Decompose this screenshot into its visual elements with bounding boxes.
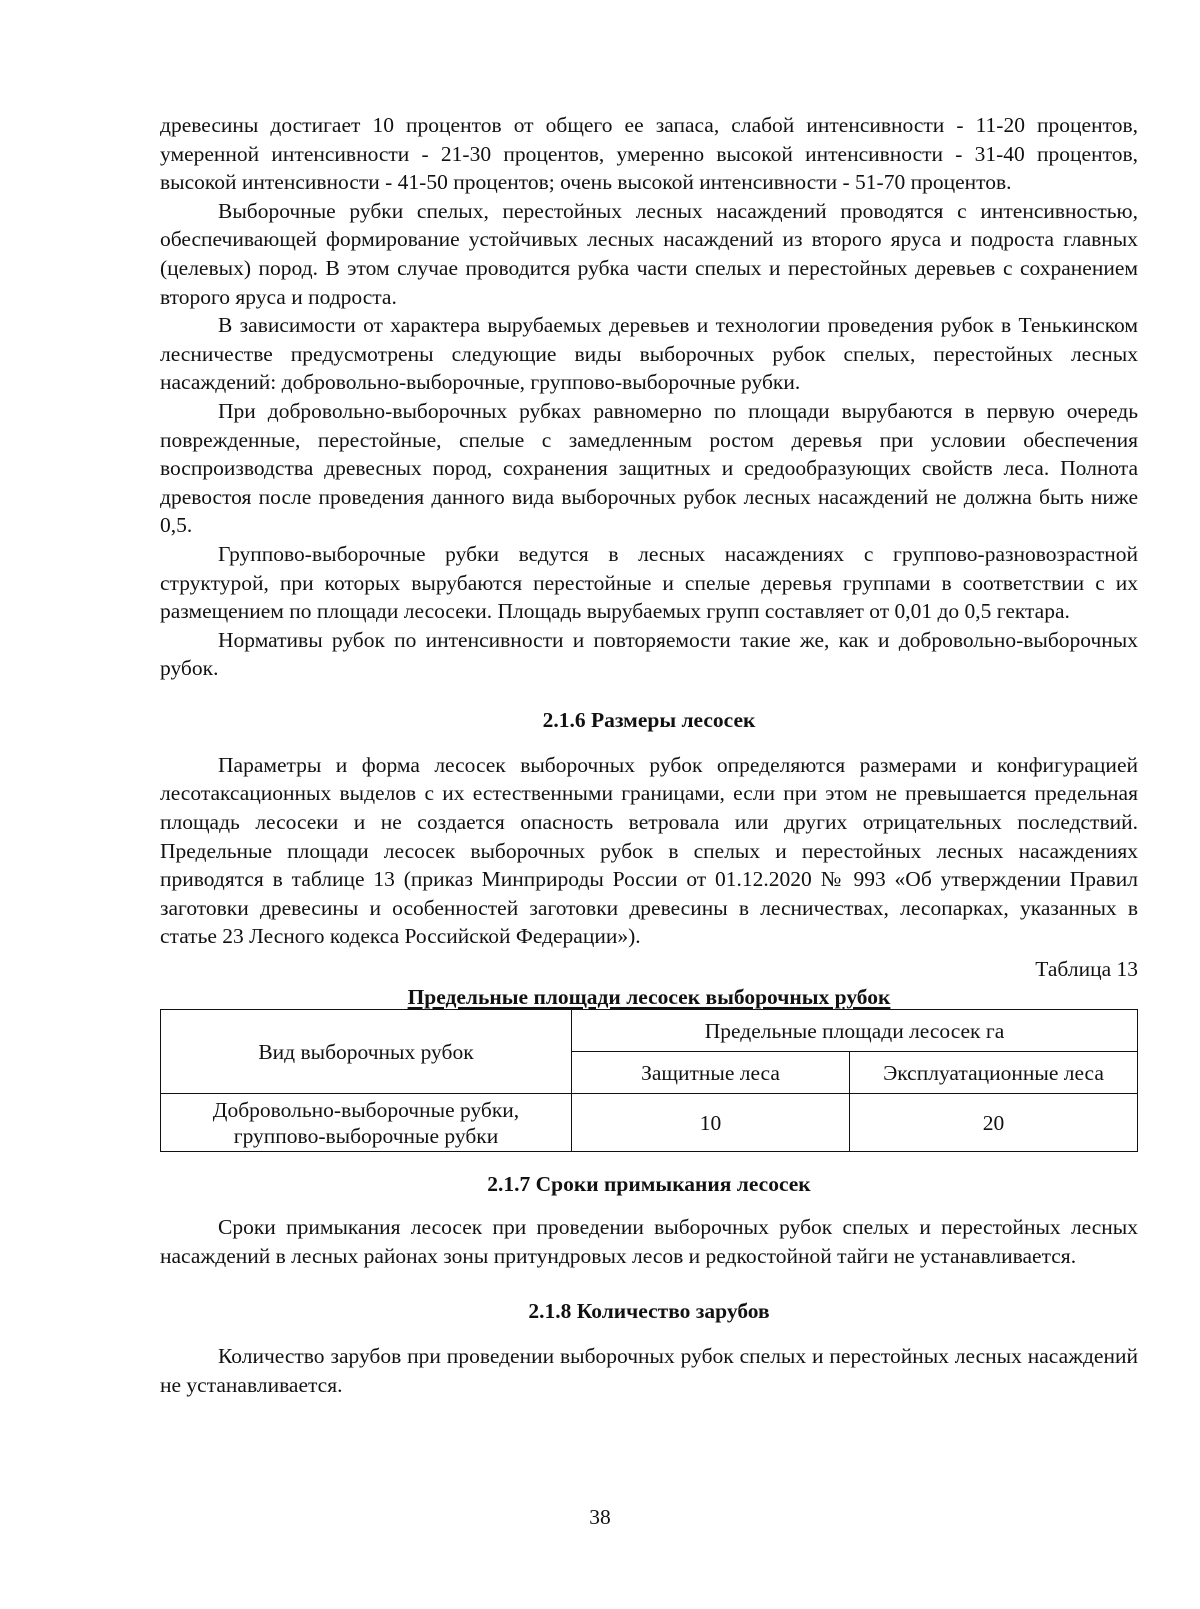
- cell-exploitation-limit: 20: [850, 1094, 1138, 1152]
- page-number: 38: [589, 1505, 611, 1529]
- page-body: [160, 111, 1138, 1399]
- paragraph-group-selective: Группово-выборочные рубки ведутся в лесных насаждениях с группово-разновозрастной структурой, при которых вырубаются перестойные и спелые деревья группами в соответствии с их размещением по площади лесосеки. Площадь вырубаемых групп составляет от 0,01 до 0,5 гектара.: [160, 541, 1138, 624]
- paragraph-number-of-cuts: Количество зарубов при проведении выборочных рубок спелых и перестойных лесных насаждений не устанавливается.: [160, 1344, 1138, 1397]
- header-area-limits: Предельные площади лесосек га: [572, 1010, 1138, 1052]
- paragraph-selective-felling: Выборочные рубки спелых, перестойных лесных насаждений проводятся с интенсивностью, обеспечивающей формирование устойчивых лесных насаждений из второго яруса и подроста главных (целевых) пород. В этом случае проводится рубка части спелых и перестойных деревьев с сохранением второго яруса и подроста.: [160, 198, 1138, 309]
- header-felling-type: Вид выборочных рубок: [161, 1010, 572, 1094]
- row-felling-type: Добровольно-выборочные рубки, группово-выборочные рубки: [161, 1094, 572, 1152]
- header-protective-forests: Защитные леса: [572, 1052, 850, 1094]
- paragraph-intensity-levels: древесины достигает 10 процентов от общего ее запаса, слабой интенсивности - 11-20 процентов, умеренной интенсивности - 21-30 процентов, умеренно высокой интенсивности - 31-40 процентов, высокой интенсивности - 41-50 процентов; очень высокой интенсивности - 51-70 процентов.: [160, 113, 1138, 195]
- cell-protective-limit: 10: [572, 1094, 850, 1152]
- paragraph-cutting-area-sizes: Параметры и форма лесосек выборочных рубок определяются размерами и конфигурацией лесотаксационных выделов с их естественными границами, если при этом не превышается предельная площадь лесосеки и не создается опасность ветровала или других отрицательных последствий. Предельные площади лесосек выборочных рубок в спелых и перестойных лесных насаждениях приводятся в таблице 13 (приказ Минприроды России от 01.12.2020 № 993 «Об утверждении Правил заготовки древесины и особенностей заготовки древесины в лесничествах, лесопарках, указанных в статье 23 Лесного кодекса Российской Федерации»).: [160, 752, 1138, 949]
- header-exploitation-forests: Эксплуатационные леса: [850, 1052, 1138, 1094]
- cutting-area-limits-table: [160, 1009, 1138, 1152]
- heading-2-1-7: 2.1.7 Сроки примыкания лесосек: [487, 1172, 811, 1197]
- table-title: Предельные площади лесосек выборочных рубок: [407, 985, 891, 1010]
- table-number: Таблица 13: [1035, 957, 1138, 982]
- paragraph-voluntary-selective: При добровольно-выборочных рубках равномерно по площади вырубаются в первую очередь поврежденные, перестойные, спелые с замедленным ростом деревья при условии обеспечения воспроизводства древесных пород, сохранения защитных и средообразующих свойств леса. Полнота древостоя после проведения данного вида выборочных рубок лесных насаждений не должна быть ниже 0,5.: [160, 398, 1138, 538]
- paragraph-felling-types: В зависимости от характера вырубаемых деревьев и технологии проведения рубок в Тенькинском лесничестве предусмотрены следующие виды выборочных рубок спелых, перестойных лесных насаждений: добровольно-выборочные, группово-выборочные рубки.: [160, 313, 1138, 395]
- paragraph-adjacency-terms: Сроки примыкания лесосек при проведении выборочных рубок спелых и перестойных лесных насаждений в лесных районах зоны притундровых лесов и редкостойной тайги не устанавливается.: [160, 1215, 1138, 1268]
- paragraph-felling-norms: Нормативы рубок по интенсивности и повторяемости такие же, как и добровольно-выборочных рубок.: [160, 627, 1138, 681]
- heading-2-1-8: 2.1.8 Количество зарубов: [528, 1299, 770, 1324]
- heading-2-1-6: 2.1.6 Размеры лесосек: [542, 707, 756, 732]
